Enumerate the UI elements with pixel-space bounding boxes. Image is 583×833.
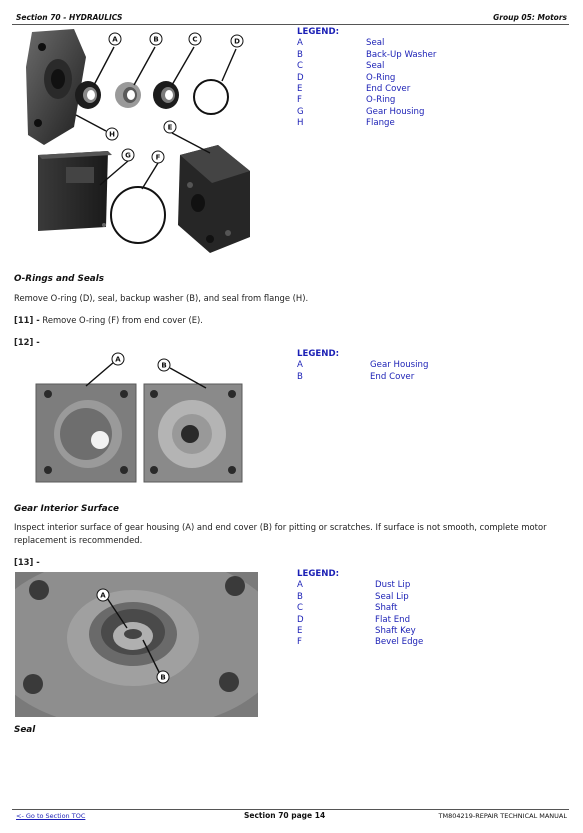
legend-key: D bbox=[297, 614, 304, 625]
section-heading-o-rings: O-Rings and Seals bbox=[14, 274, 104, 284]
svg-text:D: D bbox=[234, 37, 240, 46]
legend-key: G bbox=[297, 106, 304, 117]
svg-text:H: H bbox=[109, 130, 115, 139]
legend-key: D bbox=[297, 72, 304, 83]
go-to-section-toc-link[interactable]: <- Go to Section TOC bbox=[16, 812, 86, 820]
svg-text:A: A bbox=[112, 35, 118, 44]
inspection-line: replacement is recommended. bbox=[14, 535, 143, 545]
legend-row bbox=[297, 50, 436, 61]
legend-key: C bbox=[297, 603, 304, 614]
legend-key: F bbox=[297, 95, 302, 106]
svg-text:B: B bbox=[160, 673, 166, 682]
legend-key: B bbox=[297, 591, 303, 602]
svg-text:A: A bbox=[100, 591, 106, 600]
section-heading-gear-surface: Gear Interior Surface bbox=[14, 504, 119, 514]
footer-rule bbox=[12, 809, 569, 810]
svg-text:B: B bbox=[161, 361, 167, 370]
step-11 bbox=[14, 314, 203, 327]
callout-e bbox=[164, 121, 176, 133]
svg-text:A: A bbox=[115, 355, 121, 364]
legend-label: Flat End bbox=[375, 614, 411, 625]
callout-b bbox=[150, 33, 162, 45]
seal-c-part bbox=[153, 81, 179, 109]
figure-motor-parts bbox=[14, 27, 284, 259]
legend-figure-3 bbox=[297, 569, 423, 649]
legend-row bbox=[297, 38, 436, 49]
legend-label: Shaft bbox=[375, 603, 398, 614]
legend-figure-1 bbox=[297, 27, 436, 130]
callout-a bbox=[112, 353, 124, 365]
callout-g bbox=[122, 149, 134, 161]
legend-label: Back-Up Washer bbox=[366, 49, 437, 60]
legend-row bbox=[297, 637, 423, 648]
legend-figure-2 bbox=[297, 349, 428, 383]
flange-part bbox=[26, 29, 86, 145]
legend-row bbox=[297, 360, 428, 371]
page-number: Section 70 page 14 bbox=[244, 811, 326, 820]
instruction-text: Remove O-ring (D), seal, backup washer (B), and seal from flange (H). bbox=[14, 293, 309, 303]
legend-label: End Cover bbox=[370, 371, 415, 382]
legend-row bbox=[297, 73, 436, 84]
callout-h bbox=[106, 128, 118, 140]
legend-row bbox=[297, 95, 436, 106]
o-ring-f-part bbox=[111, 187, 165, 243]
legend-row bbox=[297, 372, 428, 383]
callout-b bbox=[158, 359, 170, 371]
svg-text:C: C bbox=[192, 35, 198, 44]
legend-row bbox=[297, 626, 423, 637]
legend-key: E bbox=[297, 626, 303, 637]
svg-text:G: G bbox=[125, 151, 131, 160]
legend-title: LEGEND: bbox=[297, 569, 340, 579]
legend-row bbox=[297, 107, 436, 118]
legend-key: A bbox=[297, 580, 303, 591]
step-12: [12] - bbox=[14, 337, 40, 347]
legend-label: Gear Housing bbox=[370, 360, 429, 371]
legend-key: A bbox=[297, 38, 303, 49]
section-title: Section 70 - HYDRAULICS bbox=[16, 13, 123, 22]
o-ring-d-part bbox=[194, 80, 228, 114]
figure-housing-cover bbox=[30, 350, 250, 495]
legend-row bbox=[297, 615, 423, 626]
group-title: Group 05: Motors bbox=[493, 13, 567, 22]
svg-text:E: E bbox=[167, 123, 173, 132]
legend-label: Seal Lip bbox=[375, 591, 409, 602]
legend-row bbox=[297, 592, 423, 603]
legend-row bbox=[297, 603, 423, 614]
header-rule bbox=[12, 24, 569, 25]
legend-title: LEGEND: bbox=[297, 27, 340, 37]
callout-d bbox=[231, 35, 243, 47]
legend-key: E bbox=[297, 84, 303, 95]
legend-label: Shaft Key bbox=[375, 626, 416, 637]
manual-title: TM804219-REPAIR TECHNICAL MANUAL bbox=[438, 812, 567, 820]
end-cover-photo bbox=[144, 384, 242, 482]
legend-label: Flange bbox=[366, 118, 395, 129]
step-text: Remove O-ring (F) from end cover (E). bbox=[42, 315, 203, 325]
legend-title: LEGEND: bbox=[297, 349, 340, 359]
callout-f bbox=[152, 151, 164, 163]
legend-label: O-Ring bbox=[366, 95, 396, 106]
callout-b bbox=[157, 671, 169, 683]
legend-label: O-Ring bbox=[366, 72, 396, 83]
svg-text:F: F bbox=[155, 153, 161, 162]
gear-housing-part bbox=[38, 151, 112, 231]
gear-housing-photo bbox=[36, 384, 136, 482]
legend-row bbox=[297, 61, 436, 72]
legend-row bbox=[297, 580, 423, 591]
step-number: [11] - bbox=[14, 315, 40, 325]
legend-label: Gear Housing bbox=[366, 106, 425, 117]
legend-label: Seal bbox=[366, 38, 385, 49]
inspection-line: Inspect interior surface of gear housing (A) and end cover (B) for pitting or scratches. If surface is not smooth, complete motor bbox=[14, 522, 547, 532]
end-cover-part bbox=[178, 145, 250, 253]
legend-key: C bbox=[297, 61, 304, 72]
legend-row bbox=[297, 118, 436, 129]
seal-a-part bbox=[75, 81, 101, 109]
legend-key: B bbox=[297, 49, 303, 60]
legend-label: Bevel Edge bbox=[375, 637, 424, 648]
callout-a bbox=[109, 33, 121, 45]
legend-label: Dust Lip bbox=[375, 580, 411, 591]
legend-key: B bbox=[297, 371, 303, 382]
legend-label: Seal bbox=[366, 61, 385, 72]
section-heading-seal: Seal bbox=[14, 725, 36, 735]
legend-label: End Cover bbox=[366, 84, 411, 95]
inspection-text bbox=[14, 521, 574, 547]
backup-washer-part bbox=[115, 82, 141, 108]
legend-key: F bbox=[297, 637, 302, 648]
legend-key: H bbox=[297, 118, 304, 129]
svg-text:B: B bbox=[153, 35, 159, 44]
callout-a bbox=[97, 589, 109, 601]
figure-seal bbox=[15, 572, 258, 717]
callout-c bbox=[189, 33, 201, 45]
legend-row bbox=[297, 84, 436, 95]
step-13: [13] - bbox=[14, 557, 40, 567]
legend-key: A bbox=[297, 360, 303, 371]
